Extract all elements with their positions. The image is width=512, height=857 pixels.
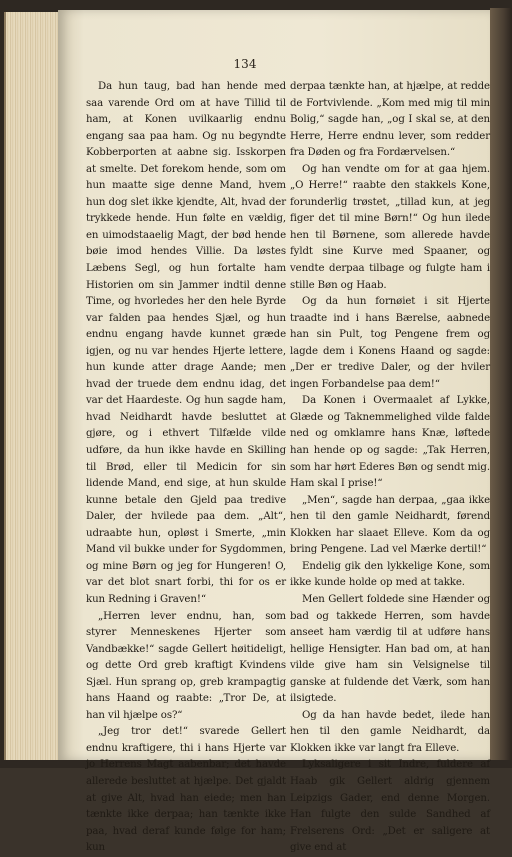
page-number: 134 <box>233 57 257 71</box>
book-spine <box>490 8 512 760</box>
paragraph: Og han vendte om for at gaa hjem. „O Herre!“ raabte den stakkels Kone, forunderlig trøstet, „tillad kun, at jeg figer det til mine Børn!“ Og hun ilede hen til Børnene, som allerede havde fyldt sine Kurve med Spaaner, og vendte derpaa tilbage og fulgte ham i stille Bøn og Haab. <box>290 163 490 291</box>
paragraph: Men Gellert foldede sine Hænder og bad og takkede Herren, som havde anseet ham værdig til at udføre hans hellige Hensigter. Han bad om, at han vilde give ham sin Velsignelse til ganske at fuldende det Værk, som han ilsigtede. <box>290 593 490 705</box>
paragraph: Og da hun fornøiet i sit Hjerte traadte ind i hans Bærelse, aabnede han sin Pult, tog Pengene frem og lagde dem i Konens Haand og sagde: „Der er tredive Daler, og der hviler ingen Forbandelse paa dem!“ <box>290 296 490 390</box>
paragraph: Endelig gik den lykkelige Kone, som ikke kunde holde op med at takke. <box>290 560 490 589</box>
paragraph: Da Konen i Overmaalet af Lykke, Glæde og Taknemmelighed vilde falde ned og omklamre hans Knæ, løftede han hende op og sagde: „Tak Herren, som har hørt Ederes Bøn og sendt mig. Ham skal I prise!“ <box>290 395 490 490</box>
paragraph: Lyksaligere i sit Indre, fuldere af Haab gik Gellert aldrig gjennem Leipzigs Gader, end denne Morgen. Han fulgte den sulde Sandhed af Frelserens Ord: „Det er saligere at give end at <box>290 759 490 854</box>
right-text-column <box>290 79 490 857</box>
page-edges <box>4 12 62 760</box>
paragraph: „Jeg tror det!“ svarede Gellert endnu kraftigere, thi i hans Hjerte var jo Herrens Magt aabenbar; det havde allerede besluttet at hjælpe. Det gjaldt at give Alt, hvad han eiede; men han tænkte ikke derpaa; han tænkte ikke paa, hvad deraf kunde følge for ham; kun <box>86 726 286 854</box>
paragraph: Da hun taug, bad han hende med saa varende Ord om at have Tillid til ham, at Konen uvilkaarlig endnu engang saa paa ham. Og nu begyndte Kobberporten at aabne sig. Isskorpen at smelte. Det forekom hende, som om hun maatte sige denne Mand, hvem hun dog slet ikke kjendte, Alt, hvad der trykkede hende. Hun følte en vældig, en uimodstaaelig Magt, der bød hende bøie imod hendes Villie. Da løstes Læbens Segl, og hun fortalte ham Historien om sin Jammer indtil denne Time, og hvorledes her den hele Byrde var falden paa hendes Sjæl, og hun endnu engang havde kunnet græde igjen, og nu var hendes Hjerte lettere, hun kunde atter drage Aande; men hvad der truede dem endnu idag, det var det Haardeste. Og hun sagde ham, hvad Neidhardt havde besluttet at gjøre, og i ethvert Tilfælde vilde udføre, da hun ikke havde en Skilling til Brød, eller til Medicin for sin lidende Mand, end sige, at hun skulde kunne betale den Gjeld paa tredive Daler, der hvilede paa dem. „Alt“, udraabte hun, opløst i Smerte, „min Mand vil bukke under for Sygdommen, og mine Børn og jeg for Hungeren! O, var det blot snart forbi, thi for os er kun Redning i Graven!“ <box>86 81 286 605</box>
paragraph: Og da han havde bedet, ilede han hen til den gamle Neidhardt, da Klokken ikke var langt fra Elleve. <box>290 709 490 754</box>
paragraph: „Men“, sagde han derpaa, „gaa ikke hen til den gamle Neidhardt, førend Klokken har slaaet Elleve. Kom da og bring Pengene. Lad vel Mærke dertil!“ <box>290 494 490 556</box>
paragraph: derpaa tænkte han, at hjælpe, at redde de Fortvivlende. „Kom med mig til min Bolig,“ sagde han, „og I skal se, at den Herre, Herre endnu lever, som redder fra Døden og fra Fordærvelsen.“ <box>290 81 490 159</box>
left-text-column <box>86 79 286 857</box>
paragraph: „Herren lever endnu, han, som styrer Menneskenes Hjerter som Vandbække!“ sagde Gellert høitideligt, og dette Ord greb kraftigt Kvindens Sjæl. Hun sprang op, greb krampagtig hans Haand og raabte: „Tror De, at han vil hjælpe os?“ <box>86 610 286 721</box>
